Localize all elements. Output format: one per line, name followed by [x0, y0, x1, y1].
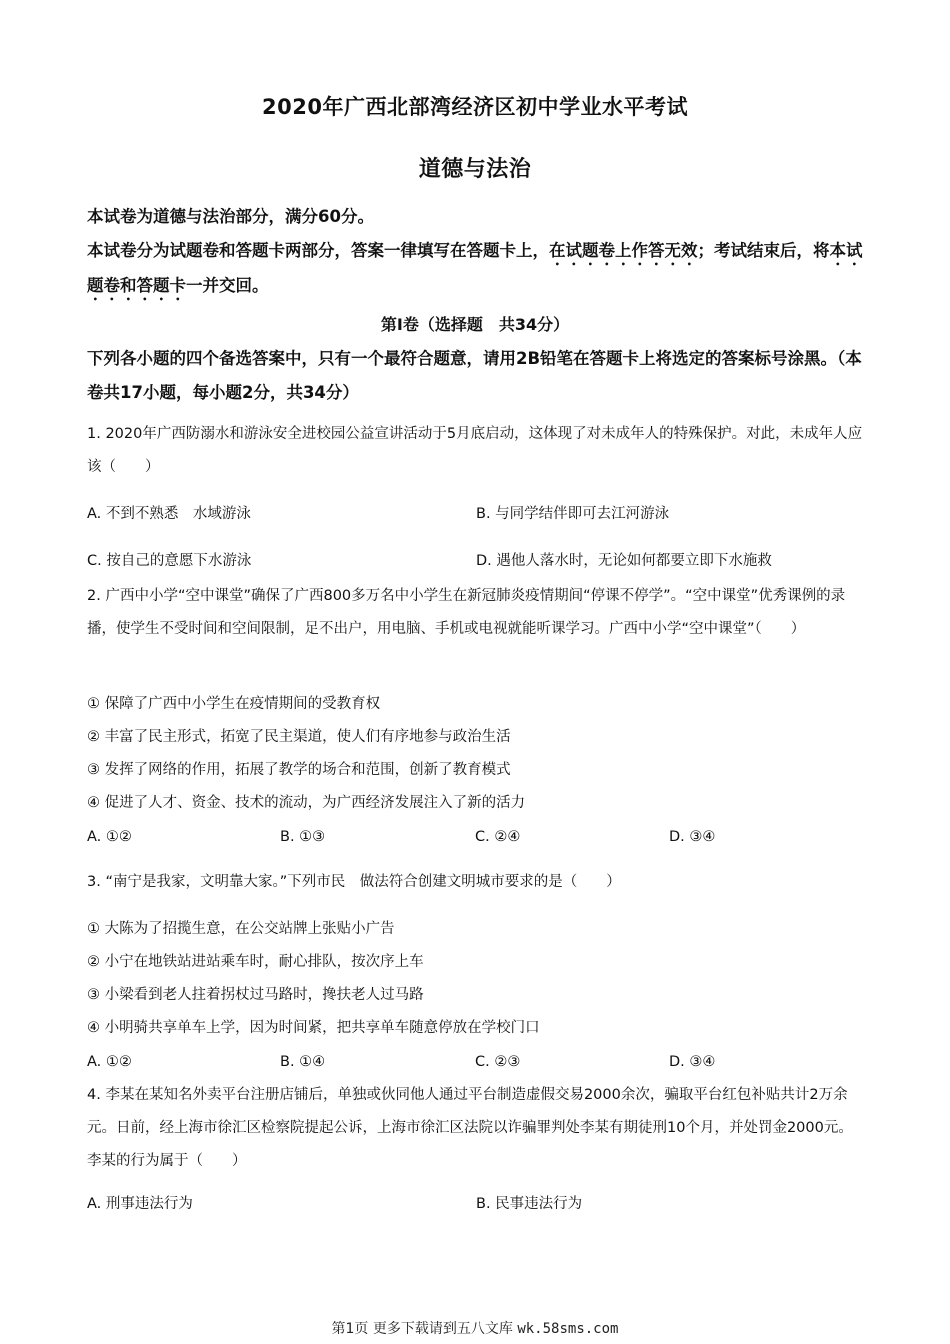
question-2-statement-2: ② 丰富了民主形式，拓宽了民主渠道，使人们有序地参与政治生活	[87, 729, 511, 745]
question-2-option-c: C. ②④	[475, 829, 521, 845]
question-2-option-d: D. ③④	[669, 829, 716, 845]
notice-text-a: 本试卷分为试题卷和答题卡两部分，答案一律填写在答题卡上，	[87, 241, 549, 260]
question-1-option-a: A. 不到不熟悉 水域游泳	[87, 506, 251, 522]
notice-emphasis-2: 本试题卷和答题卡	[87, 241, 863, 295]
question-3-statement-1: ① 大陈为了招揽生意，在公交站牌上张贴小广告	[87, 921, 395, 937]
question-3-option-a: A. ①②	[87, 1054, 132, 1070]
part-title: 第Ⅰ卷（选择题 共34分）	[380, 315, 570, 334]
question-1-option-b: B. 与同学结伴即可去江河游泳	[476, 506, 670, 522]
question-2-option-b: B. ①③	[280, 829, 326, 845]
footer-site-link[interactable]: wk.58sms.com	[517, 1321, 619, 1337]
notice-line-1: 本试卷为道德与法治部分，满分60分。	[87, 207, 374, 226]
question-1-option-c: C. 按自己的意愿下水游泳	[87, 553, 252, 569]
question-3-option-b: B. ①④	[280, 1054, 326, 1070]
question-1-option-d: D. 遇他人落水时，无论如何都要立即下水施救	[476, 553, 772, 569]
notice-text-b: ；考试结束后，将	[697, 241, 830, 260]
exam-title: 2020年广西北部湾经济区初中学业水平考试	[262, 95, 688, 119]
question-4-option-b: B. 民事违法行为	[476, 1196, 583, 1212]
question-1-text: 1. 2020年广西防溺水和游泳安全进校园公益宣讲活动于5月底启动，这体现了对未成年人的特殊保护。对此，未成年人应该（ ）	[87, 426, 863, 475]
footer-text: 第1页 更多下载请到五八文库	[331, 1321, 513, 1337]
notice-emphasis-1: 在试题卷上作答无效	[549, 241, 698, 260]
question-2-statement-1: ① 保障了广西中小学生在疫情期间的受教育权	[87, 696, 381, 712]
question-3-option-c: C. ②③	[475, 1054, 521, 1070]
notice-text-c: 一并交回。	[186, 276, 269, 295]
question-2-statement-4: ④ 促进了人才、资金、技术的流动，为广西经济发展注入了新的活力	[87, 795, 526, 811]
question-2-text: 2. 广西中小学“空中课堂”确保了广西800多万名中小学生在新冠肺炎疫情期间“停课不停学”。“空中课堂”优秀课例的录播，使学生不受时间和空间限制，足不出户，用电脑、手机或电视就能听课学习。广西中小学“空中课堂”（ ）	[87, 588, 846, 637]
question-3-option-d: D. ③④	[669, 1054, 716, 1070]
part-instructions: 下列各小题的四个备选答案中，只有一个最符合题意，请用2B铅笔在答题卡上将选定的答案标号涂黑。（本卷共17小题，每小题2分，共34分）	[87, 349, 862, 402]
question-3-statement-4: ④ 小明骑共享单车上学，因为时间紧，把共享单车随意停放在学校门口	[87, 1020, 540, 1036]
question-4-text: 4. 李某在某知名外卖平台注册店铺后，单独或伙同他人通过平台制造虚假交易2000余次，骗取平台红包补贴共计2万余元。日前，经上海市徐汇区检察院提起公诉，上海市徐汇区法院以诈骗罪判处李某有期徒刑10个月，并处罚金2000元。李某的行为属于（ ）	[87, 1087, 853, 1169]
question-3-statement-3: ③ 小梁看到老人拄着拐杖过马路时，搀扶老人过马路	[87, 987, 424, 1003]
question-2-statement-3: ③ 发挥了网络的作用，拓展了教学的场合和范围，创新了教育模式	[87, 762, 511, 778]
question-2-option-a: A. ①②	[87, 829, 132, 845]
question-3-text: 3. “南宁是我家，文明靠大家。”下列市民 做法符合创建文明城市要求的是（ ）	[87, 874, 621, 890]
page-footer	[0, 1318, 950, 1338]
notice-line-2	[87, 234, 867, 304]
subject-title: 道德与法治	[418, 157, 532, 182]
question-3-statement-2: ② 小宁在地铁站进站乘车时，耐心排队，按次序上车	[87, 954, 424, 970]
question-4-option-a: A. 刑事违法行为	[87, 1196, 193, 1212]
